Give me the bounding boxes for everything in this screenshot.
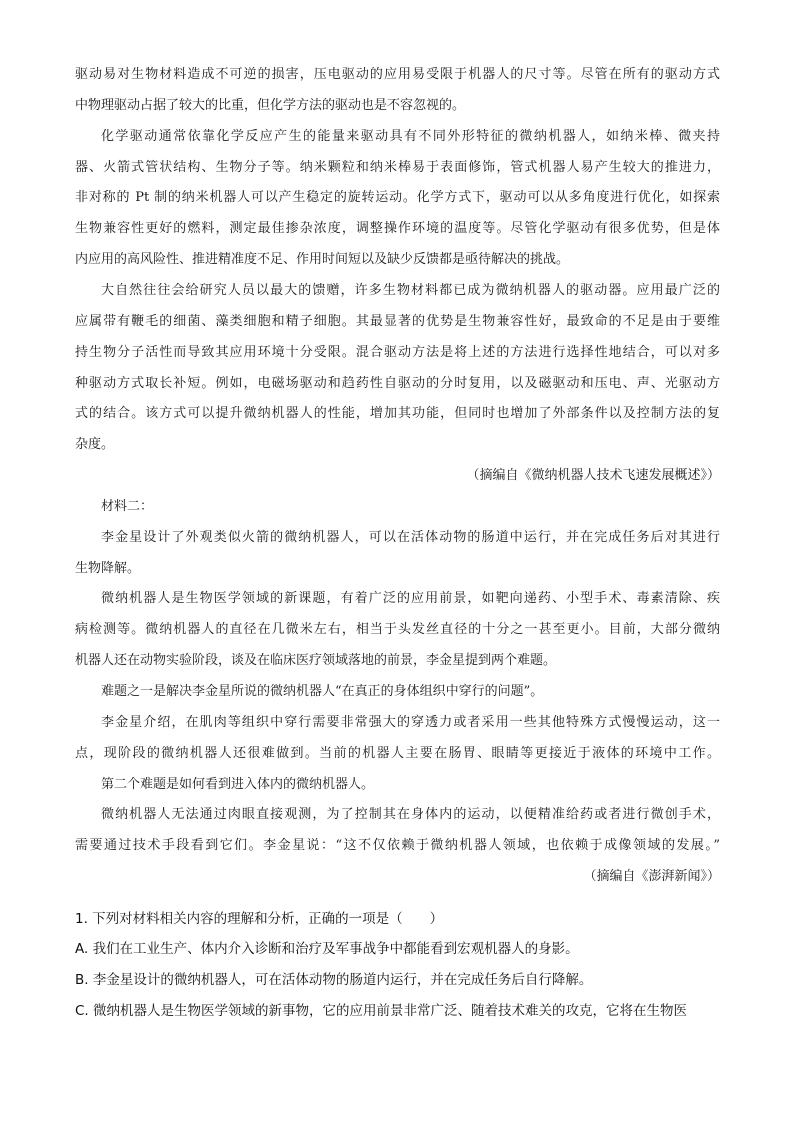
paragraph-line: 驱动易对生物材料造成不可逆的损害，压电驱动的应用易受限于机器人的尺寸等。尽管在所有的驱动方式 (75, 67, 720, 82)
paragraph-line: 中物理驱动占据了较大的比重，但化学方法的驱动也是不容忽视的。 (75, 98, 466, 113)
paragraph-line: 李金星介绍，在肌肉等组织中穿行需要非常强大的穿透力或者采用一些其他特殊方式慢慢运动，这一 (101, 715, 720, 730)
option-b: B. 李金星设计的微纳机器人，可在活体动物的肠道内运行，并在完成任务后自行降解。 (75, 972, 593, 988)
paragraph-line: 需要通过技术手段看到它们。李金星说：“这不仅依赖于微纳机器人领域，也依赖于成像领域的发展。” (75, 838, 720, 853)
paragraph-line: 式的结合。该方式可以提升微纳机器人的性能，增加其功能，但同时也增加了外部条件以及控制方法的复 (75, 406, 720, 421)
source-citation: （摘编自《微纳机器人技术飞速发展概述》） (466, 468, 720, 483)
paragraph-line: 持生物分子活性而导致其应用环境十分受限。混合驱动方法是将上述的方法进行选择性地结合，可以对多 (75, 345, 720, 360)
question-stem: 1. 下列对材料相关内容的理解和分析，正确的一项是（ ） (75, 911, 444, 927)
paragraph-line: 器、火箭式管状结构、生物分子等。纳米颗粒和纳米棒易于表面修饰，管式机器人易产生较大的推进力， (75, 160, 720, 175)
paragraph-line: 微纳机器人无法通过肉眼直接观测，为了控制其在身体内的运动，以便精准给药或者进行微创手术， (101, 807, 720, 822)
paragraph-line: 应属带有鞭毛的细菌、藻类细胞和精子细胞。其最显著的优势是生物兼容性好，最致命的不足是由于要维 (75, 314, 720, 329)
paragraph-line: 微纳机器人是生物医学领域的新课题，有着广泛的应用前景，如靶向递药、小型手术、毒素清除、疾 (101, 591, 720, 606)
paragraph-line: 种驱动方式取长补短。例如，电磁场驱动和趋药性自驱动的分时复用，以及磁驱动和压电、声、光驱动方 (75, 376, 720, 391)
paragraph-line: 难题之一是解决李金星所说的微纳机器人“在真正的身体组织中穿行的问题”。 (101, 684, 544, 699)
paragraph-line: 生物降解。 (75, 561, 141, 576)
option-c: C. 微纳机器人是生物医学领域的新事物，它的应用前景非常广泛、随着技术难关的攻克，它将在生物医 (75, 1003, 688, 1019)
paragraph-line: 化学驱动通常依靠化学反应产生的能量来驱动具有不同外形特征的微纳机器人，如纳米棒、微夹持 (101, 129, 720, 144)
paragraph-line: 病检测等。微纳机器人的直径在几微米左右，相当于头发丝直径的十分之一甚至更小。目前，大部分微纳 (75, 622, 720, 637)
paragraph-line: 内应用的高风险性、推进精准度不足、作用时间短以及缺少反馈都是亟待解决的挑战。 (75, 252, 570, 267)
paragraph-line: 李金星设计了外观类似火箭的微纳机器人，可以在活体动物的肠道中运行，并在完成任务后对其进行 (101, 530, 720, 545)
paragraph-line: 第二个难题是如何看到进入体内的微纳机器人。 (101, 777, 375, 792)
paragraph-line: 生物兼容性更好的燃料，测定最佳掺杂浓度，调整操作环境的温度等。尽管化学驱动有很多优势，但是体 (75, 221, 720, 236)
paragraph-line: 非对称的 Pt 制的纳米机器人可以产生稳定的旋转运动。化学方式下，驱动可以从多角度进行优化，如探索 (75, 190, 720, 205)
paragraph-line: 大自然往往会给研究人员以最大的馈赠，许多生物材料都已成为微纳机器人的驱动器。应用最广泛的 (101, 283, 720, 298)
paragraph-line: 点，现阶段的微纳机器人还很难做到。当前的机器人主要在肠胃、眼睛等更接近于液体的环境中工作。 (75, 746, 720, 761)
option-a: A. 我们在工业生产、体内介入诊断和治疗及军事战争中都能看到宏观机器人的身影。 (75, 941, 579, 957)
paragraph-line: 杂度。 (75, 437, 115, 452)
source-citation: （摘编自《澎湃新闻》） (583, 869, 720, 884)
paragraph-line: 材料二： (101, 499, 154, 514)
paragraph-line: 机器人还在动物实验阶段，谈及在临床医疗领域落地的前景，李金星提到两个难题。 (75, 653, 557, 668)
